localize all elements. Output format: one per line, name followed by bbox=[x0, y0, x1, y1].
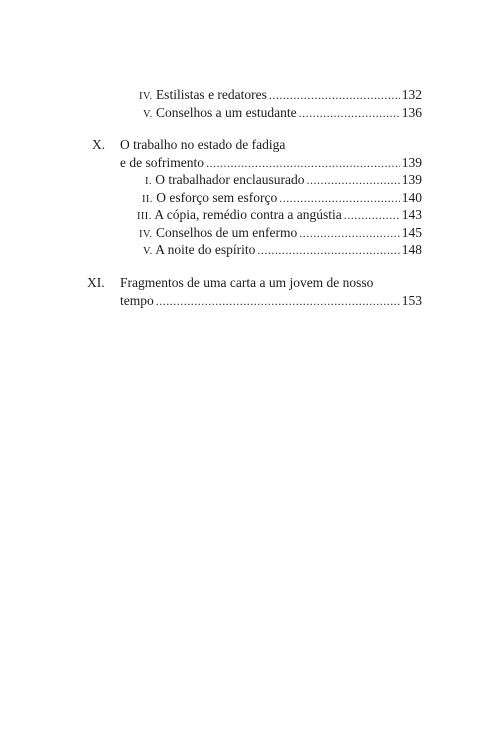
page-number: 148 bbox=[401, 242, 422, 257]
page-number: 140 bbox=[401, 190, 422, 205]
dot-leader bbox=[299, 104, 400, 122]
toc-entry-noite[interactable] bbox=[143, 241, 422, 261]
page-number: 139 bbox=[401, 155, 422, 170]
dot-leader bbox=[156, 292, 400, 310]
toc-chapter-x[interactable] bbox=[120, 154, 422, 172]
page-number: 145 bbox=[401, 225, 422, 240]
page-number: 136 bbox=[401, 105, 422, 120]
dot-leader bbox=[279, 189, 399, 207]
dot-leader bbox=[299, 224, 399, 242]
entry-label: V. Conselhos a um estudante bbox=[143, 105, 297, 120]
toc-entry-estilistas[interactable] bbox=[139, 86, 422, 106]
toc-entry-trabalhador[interactable] bbox=[145, 171, 422, 191]
dot-leader bbox=[344, 206, 400, 224]
entry-label: I. O trabalhador enclausurado bbox=[145, 172, 305, 187]
chapter-number-x: X. bbox=[92, 137, 106, 152]
chapter-x-title-line2: e de sofrimento bbox=[120, 155, 204, 170]
chapter-number-xi: XI. bbox=[87, 275, 105, 290]
toc-entry-copia[interactable] bbox=[137, 206, 422, 226]
entry-label: V. A noite do espírito bbox=[143, 242, 256, 257]
dot-leader bbox=[257, 241, 399, 259]
chapter-xi-title-line2: tempo bbox=[120, 293, 154, 308]
entry-label: IV. Estilistas e redatores bbox=[139, 87, 267, 102]
toc-entry-conselhos-estudante[interactable] bbox=[143, 104, 422, 124]
entry-label: II. O esforço sem esforço bbox=[142, 190, 278, 205]
chapter-xi-title-line1[interactable]: Fragmentos de uma carta a um jovem de nosso bbox=[120, 275, 374, 290]
page-number: 132 bbox=[401, 87, 422, 102]
dot-leader bbox=[206, 154, 400, 172]
entry-label: IV. Conselhos de um enfermo bbox=[139, 225, 298, 240]
page-number: 143 bbox=[401, 207, 422, 222]
page-number: 139 bbox=[401, 172, 422, 187]
dot-leader bbox=[269, 86, 400, 104]
toc-chapter-xi[interactable] bbox=[120, 292, 422, 310]
page-number: 153 bbox=[401, 293, 422, 308]
chapter-x-title-line1[interactable]: O trabalho no estado de fadiga bbox=[120, 137, 286, 152]
entry-label: III. A cópia, remédio contra a angústia bbox=[137, 207, 342, 222]
dot-leader bbox=[306, 171, 399, 189]
